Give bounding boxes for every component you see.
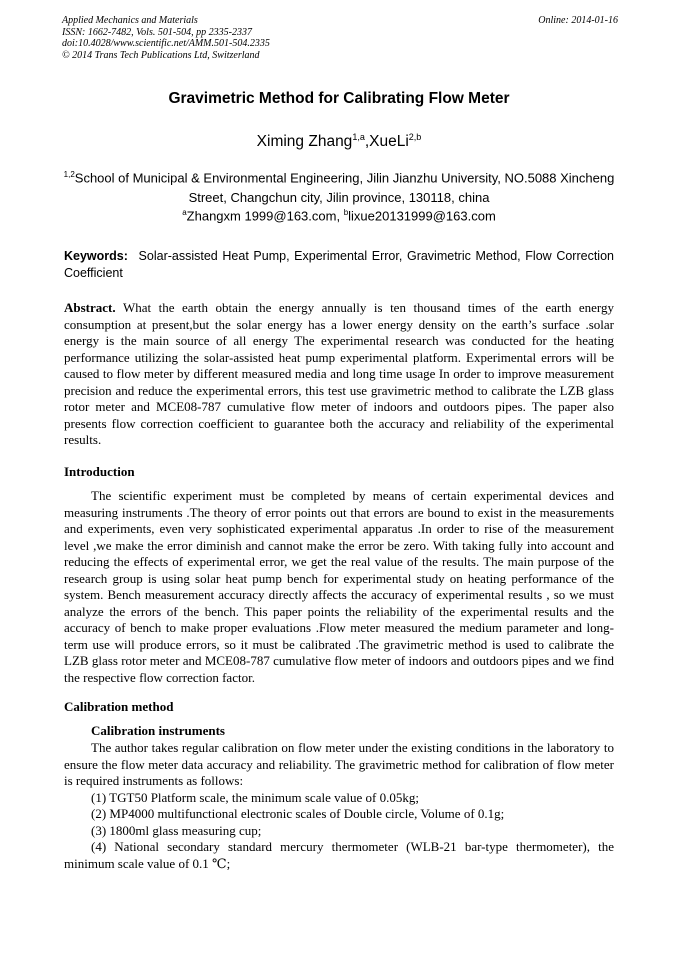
affiliation-text: School of Municipal & Environmental Engineering, Jilin Jianzhu University, NO.5088 Xincheng Street, Changchun city, Jilin province, 130118, china (74, 170, 615, 206)
calibration-heading: Calibration method (64, 699, 174, 714)
email-line (0, 208, 678, 223)
abstract-label: Abstract. (64, 300, 116, 315)
instrument-item: (3) 1800ml glass measuring cup; (91, 822, 262, 838)
calibration-body (64, 740, 614, 872)
author-2-name: XueLi (369, 133, 409, 151)
keywords-label: Keywords: (64, 249, 128, 263)
introduction-paragraph: The scientific experiment must be completed by means of certain experimental devices and measuring instruments .The theory of error points out that errors are bound to exist in the measurements and experiments, even very sophisticated experimental apparatus .In order to rise of the measurement level ,we make the error diminish and cannot make the error be zero. With taking fully into account and reducing the effects of experimental error, we get the real value of the results. The main purpose of the research group is using solar heat pump bench for experimental study on heating performance of the system. Bench measurement accuracy directly affects the accuracy of experimental results , so we must analyze the errors of the bench. This paper points the reliability of the experimental results and the accuracy of bench to make proper evaluations .Flow meter measured the medium parameter and long-term use will produce errors, so it must be calibrated .The gravimetric method is used to calibrate the LZB glass rotor meter and MCE08-787 cumulative flow meter of indoors and outdoors pipes and we find the respective flow correction factor. (64, 488, 614, 685)
issn-line: ISSN: 1662-7482, Vols. 501-504, pp 2335-2337 (62, 26, 252, 38)
affiliation-sup: 1,2 (63, 170, 75, 179)
online-date: Online: 2014-01-16 (538, 15, 618, 26)
copyright-line: © 2014 Trans Tech Publications Ltd, Switzerland (62, 49, 260, 61)
paper-title: Gravimetric Method for Calibrating Flow Meter (168, 90, 510, 107)
email-a-sup: a (182, 208, 187, 217)
author-2-sup: 2,b (408, 132, 422, 142)
introduction-heading: Introduction (64, 464, 135, 479)
calibration-instruments-heading: Calibration instruments (91, 723, 225, 738)
journal-header (62, 15, 618, 61)
abstract (64, 300, 614, 449)
author-line (0, 132, 678, 151)
author-1-name: Ximing Zhang (256, 133, 353, 151)
instrument-item: (2) MP4000 multifunctional electronic scales of Double circle, Volume of 0.1g; (91, 806, 505, 821)
author-separator: , (364, 133, 370, 151)
affiliation (60, 165, 618, 208)
doi-line: doi:10.4028/www.scientific.net/AMM.501-504.2335 (62, 38, 270, 49)
email-b: lixue20131999@163.com (348, 208, 496, 224)
instrument-item: (4) National secondary standard mercury thermometer (WLB-21 bar-type thermometer), the minimum scale value of 0.1 ℃; (64, 839, 614, 871)
email-a: Zhangxm 1999@163.com, (186, 208, 344, 224)
email-b-sup: b (343, 208, 349, 217)
calibration-intro-paragraph: The author takes regular calibration on flow meter under the existing conditions in the laboratory to ensure the flow meter data accuracy and reliability. The gravimetric method for calibration of flow meter is required instruments as follows: (64, 740, 614, 788)
journal-name: Applied Mechanics and Materials (62, 15, 198, 26)
keywords-text: Solar-assisted Heat Pump, Experimental Error, Gravimetric Method, Flow Correction Coefficient (64, 249, 614, 280)
keywords (64, 248, 614, 282)
instrument-item: (1) TGT50 Platform scale, the minimum scale value of 0.05kg; (91, 789, 419, 805)
abstract-text: What the earth obtain the energy annually is ten thousand times of the earth energy consumption at present,but the solar energy has a lower energy density on the earth’s surface .solar energy is the main source of all energy The experimental research was conducted for the heating performance utilizing the solar-assisted heat pump experimental platform. Experimental errors will be caused to flow meter by different measured media and long time usage In order to improve measurement precision and reduce the experimental errors, this test use gravimetric method to calibrate the LZB glass rotor meter and MCE08-787 cumulative flow meter of indoors and outdoors pipes. The paper also presents flow correction coefficient to guarantee both the accuracy and reliability of the experimental results. (64, 300, 615, 447)
author-1-sup: 1,a (352, 132, 365, 142)
